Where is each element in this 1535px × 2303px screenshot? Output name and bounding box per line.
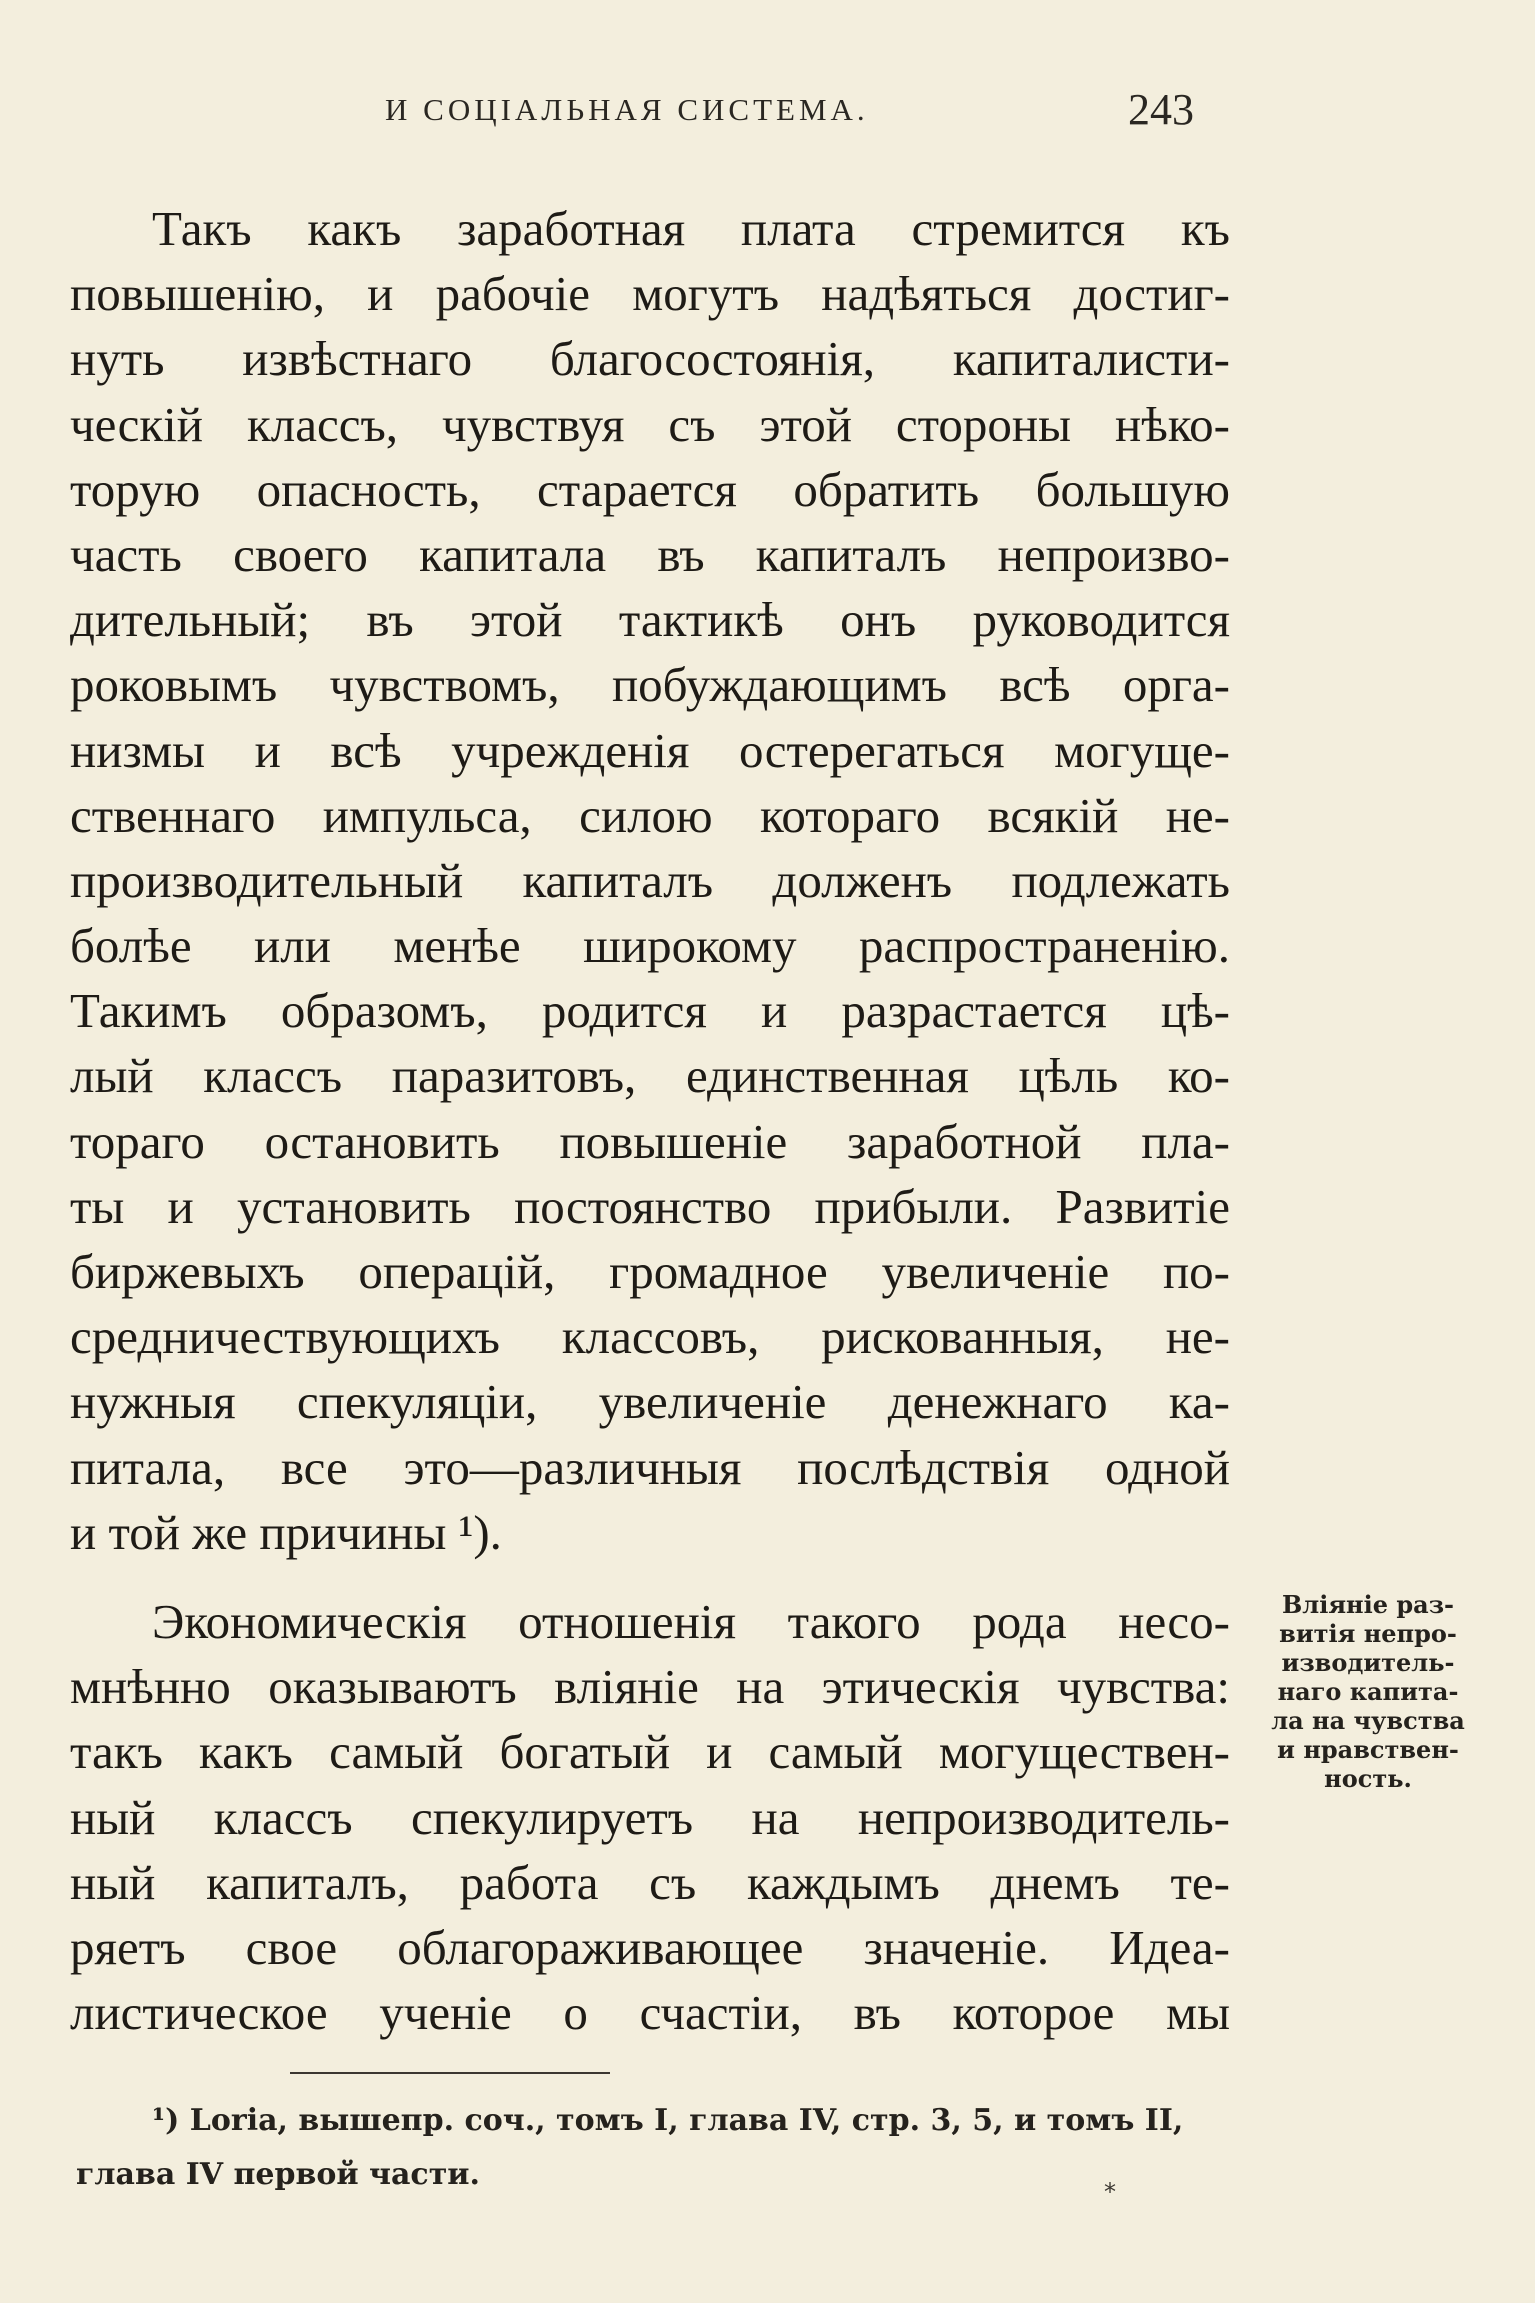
text-line: средничествующихъ классовъ, рискованныя, не- (70, 1309, 1230, 1365)
text-line: торую опасность, старается обратить большую (70, 461, 1230, 517)
text-line: ственнаго импульса, силою котораго всякій не- (70, 787, 1230, 843)
text-line: такъ какъ самый богатый и самый могуществен- (70, 1724, 1230, 1780)
text-line: низмы и всѣ учрежденія остерегаться могуще- (70, 722, 1230, 778)
text-line: болѣе или менѣе широкому распространенію. (70, 918, 1230, 974)
text-line: нуть извѣстнаго благосостоянія, капиталисти- (70, 331, 1230, 387)
text-line: повышенію, и рабочіе могутъ надѣяться достиг- (70, 266, 1230, 322)
text-line: биржевыхъ операцій, громадное увеличеніе по- (70, 1244, 1230, 1299)
marginal-note-line: и нравствен- (1277, 1735, 1459, 1764)
text-line: ты и установить постоянство прибыли. Развитіе (70, 1178, 1230, 1234)
printer-ornament: * (1104, 2178, 1116, 2206)
text-line: ный классъ спекулируетъ на непроизводитель- (70, 1789, 1230, 1845)
footnote-line: глава IV первой части. (76, 2157, 480, 2192)
text-line: дительный; въ этой тактикѣ онъ руководится (70, 592, 1230, 648)
text-line: ный капиталъ, работа съ каждымъ днемъ те- (70, 1854, 1230, 1910)
text-line: ческій классъ, чувствуя съ этой стороны нѣко- (70, 396, 1230, 452)
text-line: питала, все это—различныя послѣдствія одной (70, 1439, 1230, 1495)
text-line: мнѣнно оказываютъ вліяніе на этическія чувства: (70, 1659, 1230, 1715)
text-line: часть своего капитала въ капиталъ непроизво- (70, 526, 1230, 582)
marginal-note-line: ла на чувства (1271, 1706, 1465, 1735)
running-title: И СОЦІАЛЬНАЯ СИСТЕМА. (385, 92, 869, 127)
marginal-note-line: витія непро- (1279, 1619, 1457, 1648)
marginal-note-line: изводитель- (1281, 1648, 1455, 1677)
footnote-divider (290, 2072, 610, 2074)
text-line: Такимъ образомъ, родится и разрастается цѣ- (70, 983, 1230, 1039)
footnote-line: ¹) Loria, вышепр. соч., томъ I, глава IV, стр. 3, 5, и томъ II, (152, 2103, 1184, 2138)
body-text (70, 196, 1230, 2045)
marginal-note-line: Вліяніе раз- (1282, 1590, 1454, 1619)
page-number: 243 (1128, 85, 1194, 134)
text-line: Такъ какъ заработная плата стремится къ (152, 201, 1230, 256)
footnote (76, 2094, 1234, 2202)
text-line: производительный капиталъ долженъ подлежать (70, 852, 1230, 908)
marginal-note-line: ность. (1324, 1764, 1412, 1793)
marginal-note (1250, 1590, 1486, 1793)
text-line: ряетъ свое облагораживающее значеніе. Идеа- (70, 1919, 1230, 1975)
text-line: и той же причины ¹). (70, 1504, 502, 1560)
text-line: роковымъ чувствомъ, побуждающимъ всѣ орга- (70, 657, 1230, 713)
text-line: тораго остановить повышеніе заработной пла- (70, 1113, 1230, 1169)
text-line: нужныя спекуляціи, увеличеніе денежнаго ка- (70, 1374, 1230, 1430)
text-line: листическое ученіе о счастіи, въ которое мы (70, 1985, 1230, 2041)
text-line: лый классъ паразитовъ, единственная цѣль ко- (70, 1048, 1230, 1104)
marginal-note-line: наго капита- (1277, 1677, 1459, 1706)
text-line: Экономическія отношенія такого рода несо- (152, 1593, 1230, 1649)
